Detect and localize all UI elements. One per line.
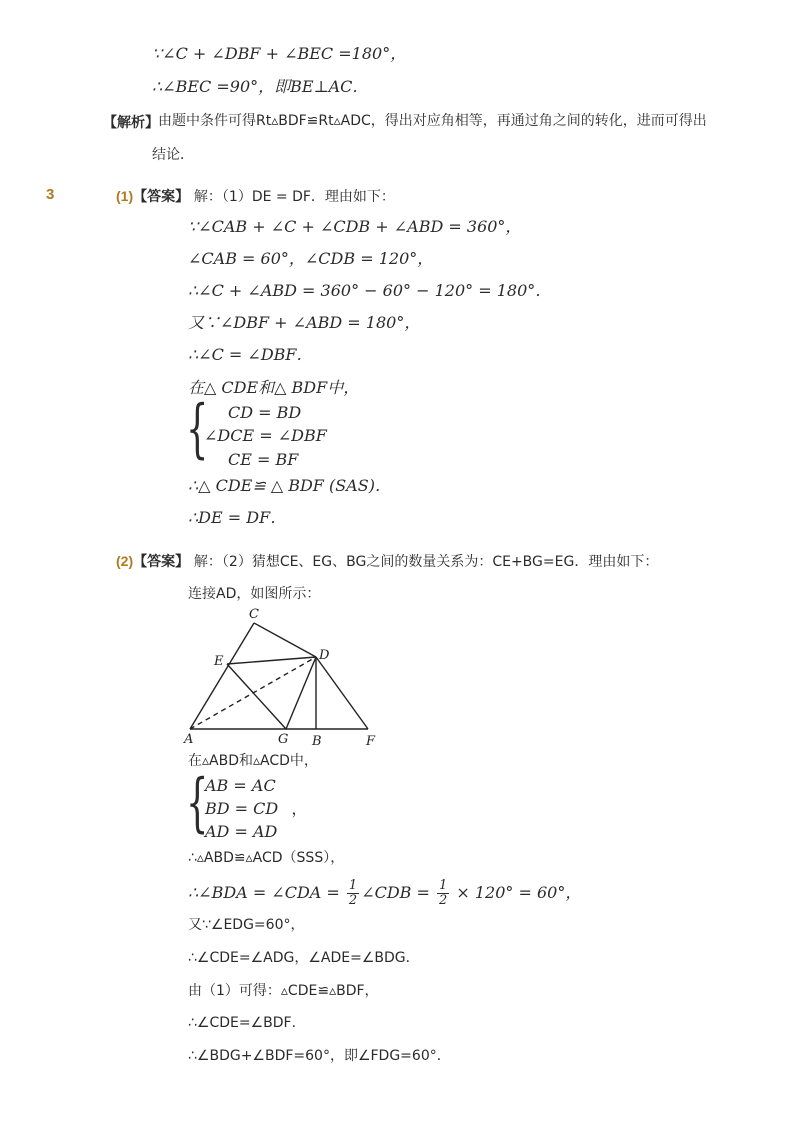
geometry-figure	[180, 605, 390, 750]
analysis-text: 由题中条件可得Rt▵BDF≌Rt▵ADC，得出对应角相等，再通过角之间的转化，进而可得出	[158, 113, 707, 129]
answer-tag: 【答案】	[133, 188, 190, 204]
part-label: (2)	[116, 553, 134, 569]
proof-line: 在▵ABD和▵ACD中，	[188, 753, 318, 769]
system-suffix: ，	[291, 799, 308, 818]
system-eq: AD = AD	[205, 822, 278, 841]
point-label-C: C	[249, 607, 259, 622]
segment-ED	[227, 657, 316, 664]
proof-line: ∴DE = DF．	[188, 508, 287, 527]
proof-line: 解：（2）猜想CE、EG、BG之间的数量关系为：CE+BG=EG．理由如下：	[193, 554, 659, 570]
system-eq-text: BD = CD	[205, 799, 279, 818]
point-label-D: D	[319, 648, 330, 663]
segment-EG	[227, 664, 286, 729]
proof-line: ∴∠C + ∠ABD = 360° − 60° − 120° = 180°．	[188, 281, 552, 300]
text-segment: × 120° = 60°，	[451, 883, 582, 902]
analysis-text: 结论．	[152, 147, 194, 163]
proof-line: ∴∠BDG+∠BDF=60°，即∠FDG=60°．	[188, 1048, 451, 1064]
proof-line: 又∵∠DBF + ∠ABD = 180°，	[188, 313, 421, 332]
fraction-numerator: 1	[348, 878, 358, 893]
system-eq: ∠DCE = ∠DBF	[204, 426, 327, 445]
fraction-half	[347, 879, 359, 908]
proof-line: ∴▵ABD≌▵ACD（SSS），	[188, 850, 345, 866]
proof-line: ∴△ CDE≌ △ BDF (SAS)．	[188, 476, 391, 495]
point-label-F: F	[366, 734, 376, 749]
fraction-denominator: 2	[439, 893, 448, 908]
system-eq	[205, 799, 307, 819]
proof-line: 解：（1）DE = DF．理由如下：	[193, 189, 395, 205]
part2-header	[116, 551, 658, 572]
brace: {	[186, 392, 209, 466]
proof-line-fraction	[188, 878, 581, 908]
system-eq: CE = BF	[228, 450, 299, 469]
proof-line: ∴∠CDE=∠BDF．	[188, 1015, 306, 1031]
analysis-tag: 【解析】	[103, 114, 159, 130]
segment-DF	[316, 657, 368, 729]
proof-line: 又∵∠EDG=60°，	[188, 917, 305, 933]
point-label-E: E	[214, 654, 224, 669]
segment-CD	[254, 623, 316, 657]
proof-line: ∵∠C + ∠DBF + ∠BEC =180°，	[152, 44, 407, 63]
brace: {	[186, 766, 209, 840]
proof-line: ∴∠C = ∠DBF．	[188, 345, 313, 364]
proof-line: ∴∠BEC =90°，即BE⊥AC．	[152, 77, 369, 96]
proof-line: ∵∠CAB + ∠C + ∠CDB + ∠ABD = 360°，	[188, 217, 522, 236]
part1-header	[116, 186, 395, 207]
proof-line: ∴∠CDE=∠ADG，∠ADE=∠BDG．	[188, 950, 420, 966]
fraction-half	[437, 879, 449, 908]
segment-GD	[286, 657, 316, 729]
proof-line: 在△ CDE和△ BDF中，	[188, 378, 360, 397]
part-label: (1)	[116, 188, 134, 204]
text-segment: ∠CDB =	[361, 883, 436, 902]
system-eq: AB = AC	[205, 776, 276, 795]
text-segment: ∴∠BDA = ∠CDA =	[188, 883, 345, 902]
point-label-B: B	[312, 734, 322, 749]
segment-AD-dashed	[190, 657, 316, 729]
answer-tag: 【答案】	[133, 553, 190, 569]
point-label-A: A	[184, 732, 194, 747]
proof-line: 连接AD，如图所示：	[188, 586, 321, 602]
fraction-denominator: 2	[348, 893, 358, 908]
system-eq: CD = BD	[228, 403, 302, 422]
question-number: 3	[46, 186, 55, 203]
point-label-G: G	[278, 732, 289, 747]
fraction-numerator: 1	[439, 878, 448, 893]
proof-line: ∠CAB = 60°，∠CDB = 120°，	[188, 249, 434, 268]
proof-line: 由（1）可得：▵CDE≌▵BDF，	[188, 983, 379, 999]
segment-AC	[190, 623, 254, 729]
